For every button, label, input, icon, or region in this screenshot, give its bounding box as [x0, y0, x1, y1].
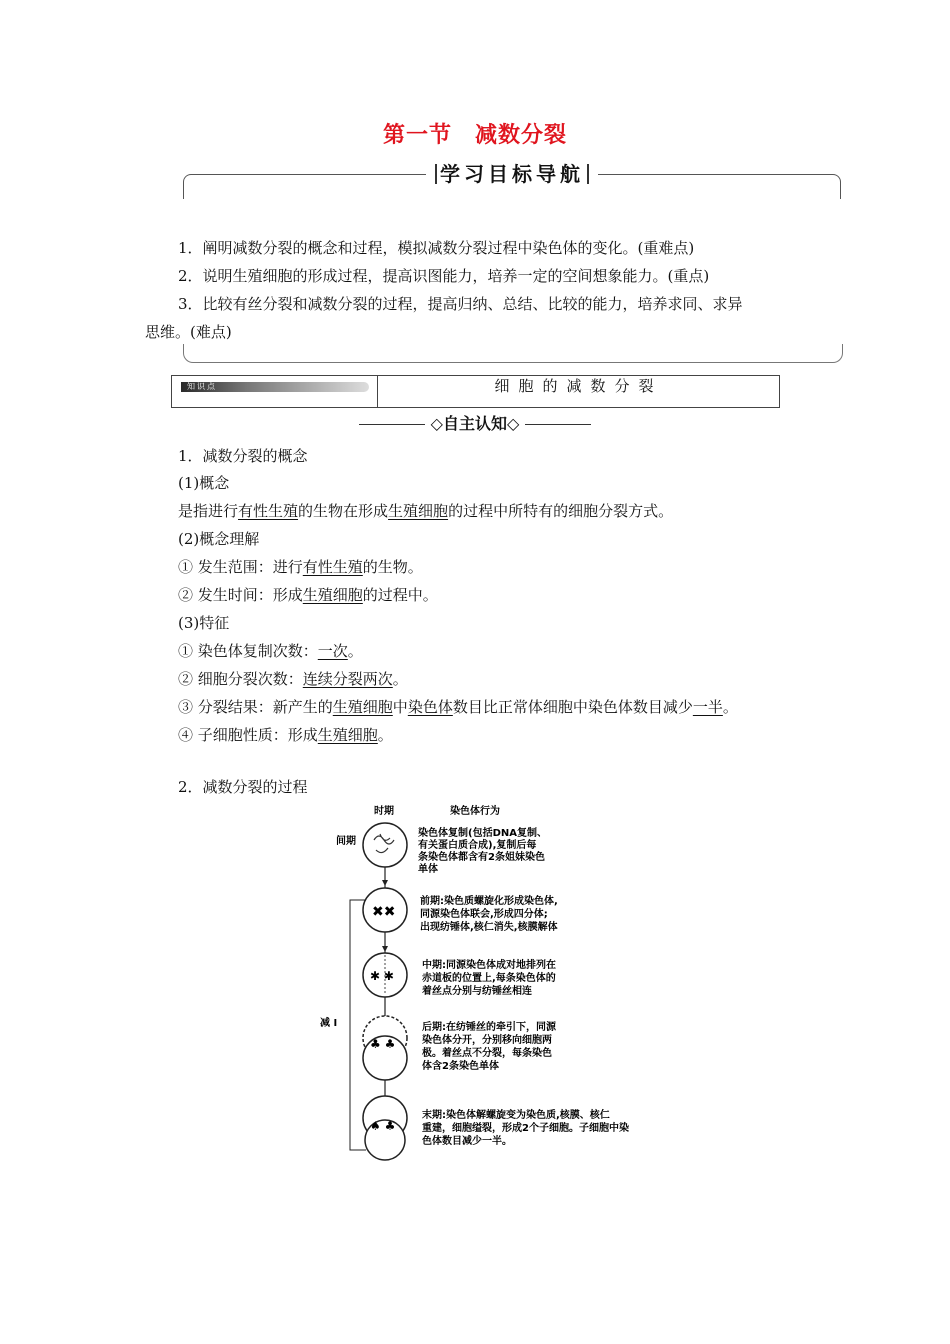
- svg-text:着丝点分别与纺锤丝相连: 着丝点分别与纺锤丝相连: [422, 986, 532, 997]
- objective-1: 1．阐明减数分裂的概念和过程，模拟减数分裂过程中染色体的变化。(重难点): [178, 239, 695, 257]
- heading-process: 2．减数分裂的过程: [178, 778, 308, 796]
- section-tag: 知识点: [181, 382, 369, 392]
- section-title: 细胞的减数分裂: [494, 377, 663, 395]
- svg-text:体含2条染色单体: 体含2条染色单体: [422, 1061, 499, 1072]
- time-line: ② 发生时间：形成生殖细胞的过程中。: [178, 586, 438, 604]
- feature-replication: ① 染色体复制次数：一次。: [178, 642, 363, 660]
- cell-interphase: [363, 823, 407, 867]
- svg-text:极。着丝点不分裂，每条染色: 极。着丝点不分裂，每条染色: [422, 1048, 552, 1059]
- heading-concept: 1．减数分裂的概念: [178, 447, 308, 465]
- label-meiosis-1: 减 I: [320, 1018, 338, 1029]
- objective-3: 3．比较有丝分裂和减数分裂的过程，提高归纳、总结、比较的能力，培养求同、求异: [178, 295, 743, 313]
- diagram-col-period: 时期: [374, 806, 394, 817]
- feature-divisions: ② 细胞分裂次数：连续分裂两次。: [178, 670, 408, 688]
- svg-text:后期:在纺锤丝的牵引下，同源: 后期:在纺锤丝的牵引下，同源: [422, 1022, 556, 1033]
- cell-telophase: [363, 1096, 407, 1160]
- svg-text:✱ ✱: ✱ ✱: [370, 969, 394, 983]
- svg-text:✖✖: ✖✖: [372, 904, 396, 920]
- svg-text:出现纺锤体,核仁消失,核膜解体: 出现纺锤体,核仁消失,核膜解体: [420, 922, 558, 933]
- cell-anaphase: [363, 1016, 407, 1080]
- svg-text:重建，细胞缢裂，形成2个子细胞。子细胞中染: 重建，细胞缢裂，形成2个子细胞。子细胞中染: [422, 1123, 629, 1134]
- text-prophase: [420, 894, 558, 933]
- feature-result: ③ 分裂结果：新产生的生殖细胞中染色体数目比正常体细胞中染色体数目减少一半。: [178, 698, 738, 716]
- svg-text:有关蛋白质合成),复制后每: 有关蛋白质合成),复制后每: [418, 840, 537, 851]
- meiosis-diagram: [320, 800, 630, 1170]
- svg-text:赤道板的位置上,每条染色体的: 赤道板的位置上,每条染色体的: [422, 973, 556, 984]
- cell-prophase: [363, 888, 407, 932]
- svg-text:单体: 单体: [418, 864, 438, 875]
- text-anaphase: [421, 1020, 557, 1072]
- svg-text:染色体分开，分别移向细胞两: 染色体分开，分别移向细胞两: [422, 1035, 552, 1046]
- svg-text:条染色体都含有2条姐妹染色: 条染色体都含有2条姐妹染色: [418, 852, 545, 863]
- cell-metaphase: [363, 953, 407, 997]
- scope-line: ① 发生范围：进行有性生殖的生物。: [178, 558, 423, 576]
- section-header: [171, 375, 780, 408]
- svg-text:染色体复制(包括DNA复制、: 染色体复制(包括DNA复制、: [418, 828, 547, 839]
- svg-text:中期:同源染色体成对地排列在: 中期:同源染色体成对地排列在: [422, 960, 556, 971]
- diagram-col-behavior: 染色体行为: [450, 806, 500, 817]
- banner-bar-right: [587, 164, 589, 184]
- page-title: 第一节 减数分裂: [382, 122, 567, 148]
- text-interphase: [418, 826, 547, 875]
- sub-features: (3)特征: [178, 614, 230, 632]
- svg-text:同源染色体联会,形成四分体;: 同源染色体联会,形成四分体;: [420, 909, 548, 920]
- svg-text:♠ ♣: ♠ ♣: [370, 1119, 396, 1133]
- sub-heading: ◇自主认知◇: [0, 411, 950, 434]
- objectives-banner: [183, 158, 841, 204]
- svg-text:♣ ♣: ♣ ♣: [370, 1037, 396, 1051]
- svg-text:末期:染色体解螺旋变为染色质,核膜、核仁: 末期:染色体解螺旋变为染色质,核膜、核仁: [422, 1110, 610, 1121]
- banner-bar-left: [435, 164, 437, 184]
- svg-text:色体数目减少一半。: 色体数目减少一半。: [422, 1136, 512, 1147]
- label-interphase: 间期: [336, 836, 356, 847]
- objectives-frame-bottom: [183, 344, 843, 363]
- feature-daughter: ④ 子细胞性质：形成生殖细胞。: [178, 726, 393, 744]
- text-telophase: [422, 1108, 629, 1147]
- text-metaphase: [422, 958, 556, 997]
- svg-text:前期:染色质螺旋化形成染色体,: 前期:染色质螺旋化形成染色体,: [420, 896, 558, 907]
- objective-3-cont: 思维。(难点): [145, 323, 232, 341]
- sub-understanding: (2)概念理解: [178, 530, 260, 548]
- sub-concept: (1)概念: [178, 474, 230, 492]
- objectives-heading: 学习目标导航: [440, 162, 584, 186]
- concept-definition: 是指进行有性生殖的生物在形成生殖细胞的过程中所特有的细胞分裂方式。: [178, 502, 674, 520]
- objective-2: 2．说明生殖细胞的形成过程，提高识图能力，培养一定的空间想象能力。(重点): [178, 267, 710, 285]
